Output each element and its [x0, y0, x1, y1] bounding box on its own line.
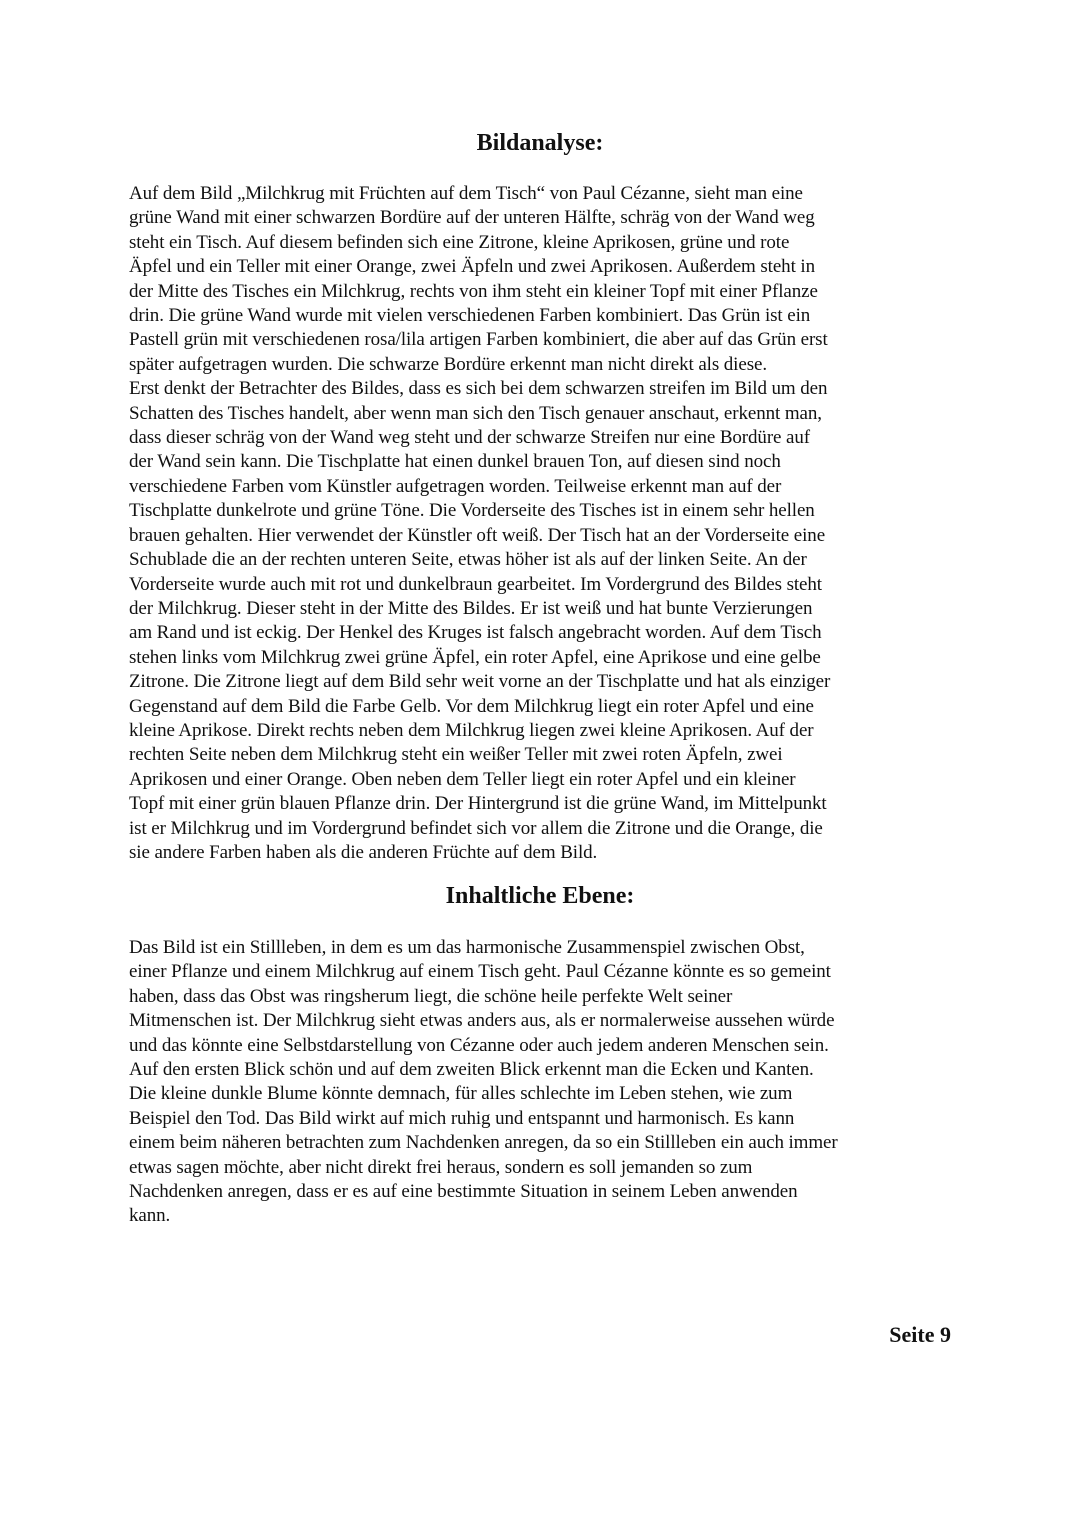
- paragraph-bildanalyse: Auf dem Bild „Milchkrug mit Früchten auf dem Tisch“ von Paul Cézanne, sieht man eine grüne Wand mit einer schwarzen Bordüre auf der unteren Hälfte, schräg von der Wand weg steht ein Tisch. Auf diesem befinden sich eine Zitrone, kleine Aprikosen, grüne und rote Äpfel und ein Teller mit einer Orange, zwei Äpfeln und zwei Aprikosen. Außerdem steht in der Mitte des Tisches ein Milchkrug, rechts von ihm steht ein kleiner Topf mit einer Pflanze drin. Die grüne Wand wurde mit vielen verschiedenen Farben kombiniert. Das Grün ist ein Pastell grün mit verschiedenen rosa/lila artigen Farben kombiniert, die aber auf das Grün erst später aufgetragen wurden. Die schwarze Bordüre erkennt man nicht direkt als diese. Erst denkt der Betrachter des Bildes, dass es sich bei dem schwarzen streifen im Bild um den Schatten des Tisches handelt, aber wenn man sich den Tisch genauer anschaut, erkennt man, dass dieser schräg von der Wand weg steht und der schwarze Streifen nur eine Bordüre auf der Wand sein kann. Die Tischplatte hat einen dunkel brauen Ton, auf diesen sind noch verschiedene Farben vom Künstler aufgetragen worden. Teilweise erkennt man auf der Tischplatte dunkelrote und grüne Töne. Die Vorderseite des Tisches ist in einem sehr hellen brauen gehalten. Hier verwendet der Künstler oft weiß. Der Tisch hat an der Vorderseite eine Schublade die an der rechten unteren Seite, etwas höher ist als auf der linken Seite. An der Vorderseite wurde auch mit rot und dunkelbraun gearbeitet. Im Vordergrund des Bildes steht der Milchkrug. Dieser steht in der Mitte des Bildes. Er ist weiß und hat bunte Verzierungen am Rand und ist eckig. Der Henkel des Kruges ist falsch angebracht worden. Auf dem Tisch stehen links vom Milchkrug zwei grüne Äpfel, ein roter Apfel, eine Aprikose und eine gelbe Zitrone. Die Zitrone liegt auf dem Bild sehr weit vorne an der Tischplatte und hat als einziger Gegenstand auf dem Bild die Farbe Gelb. Vor dem Milchkrug liegt ein roter Apfel und eine kleine Aprikose. Direkt rechts neben dem Milchkrug liegen zwei kleine Aprikosen. Auf der rechten Seite neben dem Milchkrug steht ein weißer Teller mit zwei roten Äpfeln, zwei Aprikosen und einer Orange. Oben neben dem Teller liegt ein roter Apfel und ein kleiner Topf mit einer grün blauen Pflanze drin. Der Hintergrund ist die grüne Wand, im Mittelpunkt ist er Milchkrug und im Vordergrund befindet sich vor allem die Zitrone und die Orange, die sie andere Farben haben als die anderen Früchte auf dem Bild.: [129, 183, 831, 863]
- section-title-inhaltliche-ebene: Inhaltliche Ebene:: [445, 883, 635, 909]
- section-title-bildanalyse: Bildanalyse:: [476, 130, 604, 156]
- page-number: Seite 9: [889, 1322, 951, 1347]
- paragraph-inhaltliche-ebene: Das Bild ist ein Stillleben, in dem es um das harmonische Zusammenspiel zwischen Obst, einer Pflanze und einem Milchkrug auf einem Tisch geht. Paul Cézanne könnte es so gemeint haben, dass das Obst was ringsherum liegt, die schöne heile perfekte Welt seiner Mitmenschen ist. Der Milchkrug sieht etwas anders aus, als er normalerweise aussehen würde und das könnte eine Selbstdarstellung von Cézanne oder auch jedem anderen Menschen sein. Auf den ersten Blick schön und auf dem zweiten Blick erkennt man die Ecken und Kanten. Die kleine dunkle Blume könnte demnach, für alles schlechte im Leben stehen, wie zum Beispiel den Tod. Das Bild wirkt auf mich ruhig und entspannt und harmonisch. Es kann einem beim näheren betrachten zum Nachdenken anregen, da so ein Stillleben ein auch immer etwas sagen möchte, aber nicht direkt frei heraus, sondern es soll jemanden so zum Nachdenken anregen, dass er es auf eine bestimmte Situation in seinem Leben anwenden kann.: [129, 937, 838, 1227]
